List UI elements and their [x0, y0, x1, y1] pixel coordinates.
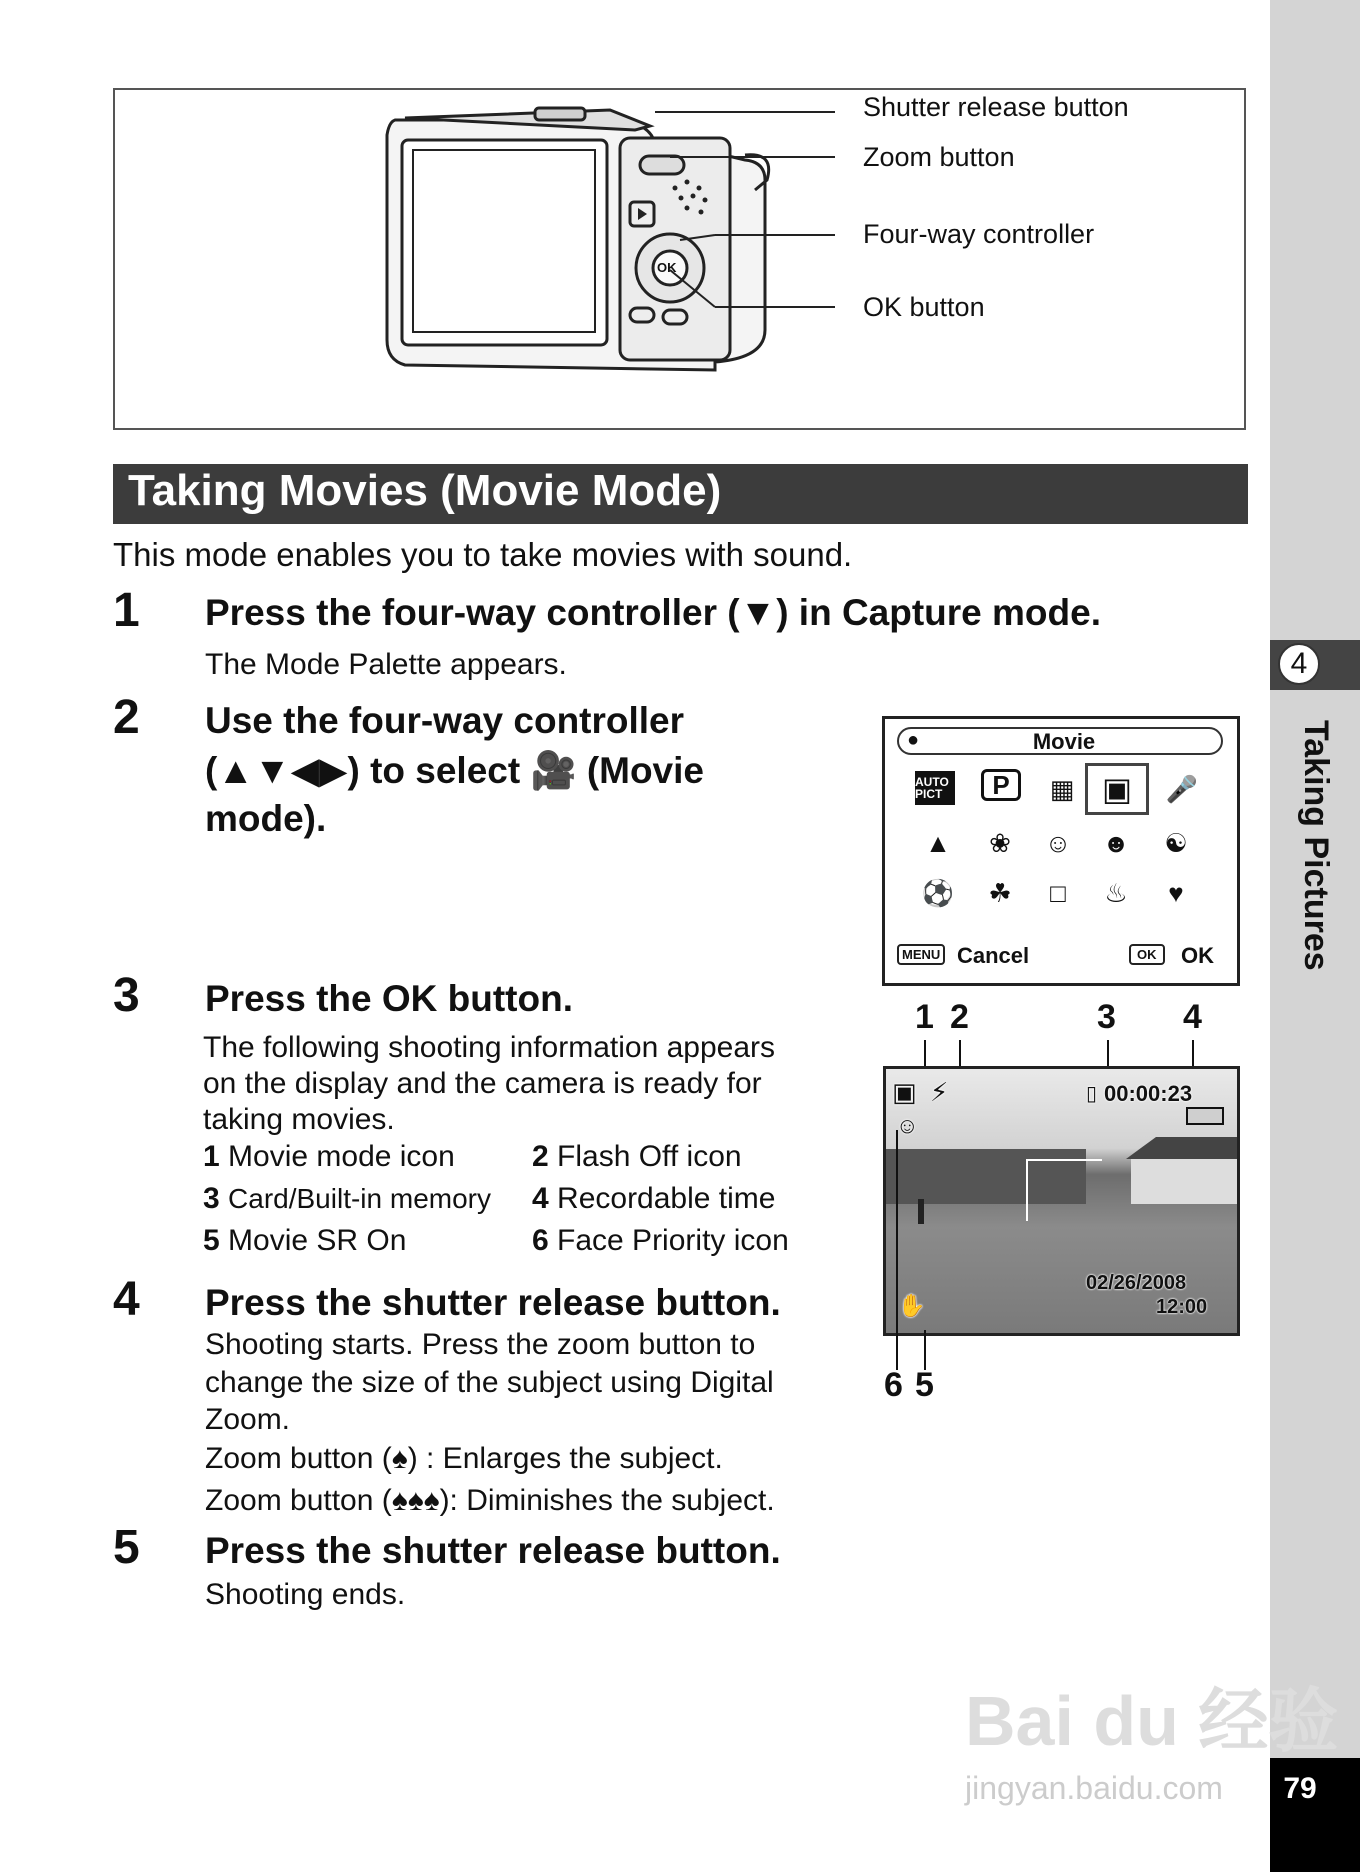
landscape-icon[interactable]: ▲ [925, 827, 951, 858]
program-mode-icon[interactable]: P [981, 769, 1021, 801]
food-icon[interactable]: ♨ [1104, 877, 1128, 908]
chapter-number: 4 [1278, 643, 1320, 685]
movie-mode-icon: ▣ [892, 1077, 917, 1107]
step-body: Zoom button (♠♠♠): Diminishes the subject. [205, 1484, 775, 1517]
camera-figure [113, 88, 1246, 430]
digital-sr-icon[interactable]: ☯ [1164, 827, 1188, 858]
callout-shutter-release: Shutter release button [863, 92, 1129, 122]
step-body: taking movies. [203, 1103, 395, 1136]
focus-frame [1026, 1159, 1102, 1221]
chapter-title: Taking Pictures [1297, 720, 1335, 971]
section-title: Taking Movies (Movie Mode) [128, 466, 722, 515]
callout-zoom-button: Zoom button [863, 142, 1015, 172]
callout-number: 2 [950, 998, 969, 1036]
step-number: 4 [113, 1273, 140, 1326]
step-body: on the display and the camera is ready for [203, 1067, 762, 1100]
step-number: 3 [113, 969, 140, 1022]
step-heading: mode). [205, 798, 327, 839]
step-number: 5 [113, 1521, 140, 1574]
callout-ok-button: OK button [863, 292, 985, 322]
step-body: The following shooting information appears [203, 1031, 776, 1064]
ok-key: OK [1129, 944, 1165, 965]
text-icon[interactable]: □ [1050, 877, 1066, 908]
camera-illustration [115, 90, 1244, 428]
step-body: Shooting ends. [205, 1578, 406, 1611]
step-number: 1 [113, 584, 140, 637]
step-heading: Press the shutter release button. [205, 1282, 781, 1323]
kids-icon[interactable]: ☻ [1102, 827, 1130, 858]
voice-recording-icon[interactable]: 🎤 [1165, 773, 1199, 804]
flash-off-icon: ⚡ [930, 1077, 949, 1107]
step-body: change the size of the subject using Digital [205, 1366, 774, 1399]
watermark-brand: Bai du 经验 [965, 1682, 1339, 1760]
callout-number: 3 [1097, 998, 1116, 1036]
legend-item: 4 Recordable time [532, 1182, 776, 1215]
legend-item: 5 Movie SR On [203, 1224, 407, 1257]
flower-icon[interactable]: ❀ [989, 827, 1011, 858]
ok-button[interactable]: OK [1181, 943, 1214, 968]
card-icon: ▯ [1086, 1083, 1098, 1105]
mode-palette-screen [882, 716, 1240, 986]
step-heading: Press the shutter release button. [205, 1530, 781, 1571]
palette-title: Movie [1032, 729, 1096, 754]
page-number: 79 [1283, 1772, 1317, 1805]
movie-mode-icon-selected[interactable]: ▣ [1085, 763, 1149, 815]
callout-number: 6 [884, 1366, 903, 1404]
callout-four-way: Four-way controller [863, 219, 1095, 249]
step-heading: (▲▼◀▶) to select 🎥 (Movie [205, 750, 704, 791]
cancel-button[interactable]: Cancel [957, 943, 1030, 968]
legend-item: 1 Movie mode icon [203, 1140, 455, 1173]
sport-icon[interactable]: ⚽ [921, 877, 955, 908]
step-body: The Mode Palette appears. [205, 648, 567, 681]
intro-text: This mode enables you to take movies with sound. [113, 536, 853, 573]
movie-sr-icon: ✋ [898, 1293, 926, 1318]
step-body: Zoom. [205, 1403, 291, 1436]
step-heading: Press the four-way controller (▼) in Capture mode. [205, 592, 1101, 633]
menu-key: MENU [897, 944, 945, 965]
night-scene-icon[interactable]: ▦ [1049, 773, 1075, 804]
legend-item: 6 Face Priority icon [532, 1224, 789, 1257]
ok-button-label: OK [657, 260, 677, 275]
callout-number: 5 [915, 1366, 934, 1404]
step-heading: Use the four-way controller [205, 700, 685, 741]
step-heading: Press the OK button. [205, 978, 573, 1019]
camera-icon: ● [907, 729, 920, 751]
legend-item: 3 Card/Built-in memory [203, 1182, 491, 1215]
pet-icon[interactable]: ☘ [988, 877, 1012, 908]
recordable-time: 00:00:23 [1104, 1081, 1193, 1106]
callout-number: 1 [915, 998, 934, 1036]
callout-number: 4 [1183, 998, 1202, 1036]
face-priority-icon: ☺ [896, 1113, 919, 1138]
step-body: Zoom button (♠) : Enlarges the subject. [205, 1442, 723, 1475]
date-display: 02/26/2008 [1086, 1272, 1187, 1294]
step-body: Shooting starts. Press the zoom button to [205, 1328, 756, 1361]
auto-pict-icon[interactable]: AUTO PICT [915, 771, 955, 805]
frame-composite-icon[interactable]: ♥ [1168, 877, 1184, 908]
callout-leaders-bottom [890, 1130, 950, 1370]
step-number: 2 [113, 691, 140, 744]
watermark-url: jingyan.baidu.com [965, 1770, 1223, 1806]
portrait-icon[interactable]: ☺ [1044, 827, 1072, 858]
time-display: 12:00 [1156, 1296, 1208, 1318]
legend-item: 2 Flash Off icon [532, 1140, 742, 1173]
battery-icon [1186, 1107, 1224, 1125]
